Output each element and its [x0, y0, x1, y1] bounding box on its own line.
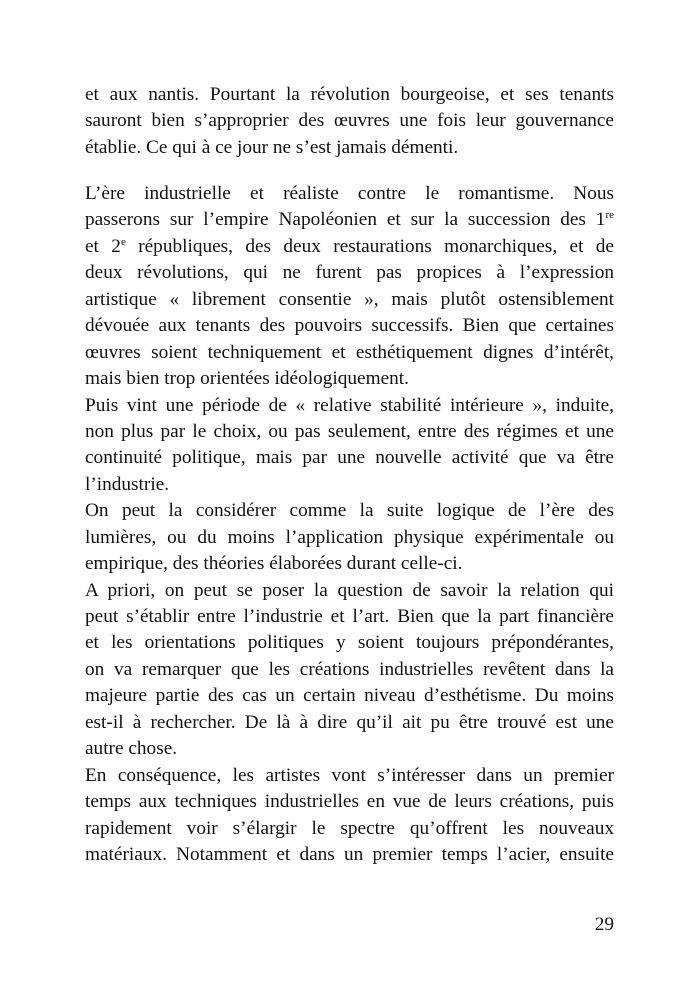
text-segment: rapidement voir s’élargir le spectre qu’offrent les nouveaux [85, 817, 614, 839]
text-line [85, 260, 614, 286]
text-segment: et les orientations politiques y soient toujours prépondérantes, [85, 632, 614, 654]
text-line [85, 340, 614, 366]
text-segment: peut s’établir entre l’industrie et l’art. Bien que la part financière [85, 606, 614, 627]
text-line [85, 445, 614, 471]
text-segment: est-il à rechercher. De là à dire qu’il ait pu être trouvé est une [85, 711, 614, 733]
text-line [85, 181, 614, 207]
text-line [85, 287, 614, 313]
text-segment: Puis vint une période de « relative stabilité intérieure », induite, [85, 394, 614, 416]
text-segment: On peut la considérer comme la suite logique de l’ère des [85, 500, 614, 522]
text-line [85, 842, 614, 868]
text-block-industrial-era [85, 181, 614, 868]
text-segment: mais bien trop orientées idéologiquement. [85, 368, 409, 390]
text-line [85, 419, 614, 445]
paragraph [85, 763, 614, 869]
text-line [85, 683, 614, 709]
text-line [85, 763, 614, 789]
text-segment: républiques, des deux restaurations monarchiques, et de [125, 235, 614, 257]
text-segment: L’ère industrielle et réaliste contre le romantisme. Nous [85, 183, 614, 204]
text-segment: l’industrie. [85, 473, 170, 495]
text-line [85, 498, 614, 524]
text-line [85, 135, 614, 161]
paragraph [85, 393, 614, 499]
text-block-intro [85, 82, 614, 161]
text-segment: empirique, des théories élaborées durant celle-ci. [85, 553, 463, 575]
text-line [85, 816, 614, 842]
text-segment: sauront bien s’approprier des œuvres une fois leur gouvernance [85, 110, 614, 132]
text-segment: deux révolutions, qui ne furent pas propices à l’expression [85, 262, 614, 284]
text-line [85, 366, 614, 392]
text-line [85, 736, 614, 762]
text-line [85, 393, 614, 419]
paragraph [85, 181, 614, 393]
text-line [85, 630, 614, 656]
text-segment: autre chose. [85, 738, 178, 760]
text-segment: majeure partie des cas un certain niveau d’esthétisme. Du moins [85, 685, 614, 707]
text-line [85, 472, 614, 498]
text-line [85, 578, 614, 604]
text-segment: non plus par le choix, ou pas seulement, entre des régimes et une [85, 420, 614, 442]
text-segment: on va remarquer que les créations industrielles revêtent dans la [85, 658, 614, 680]
page-number: 29 [594, 914, 614, 935]
paragraph [85, 498, 614, 577]
text-line [85, 604, 614, 630]
text-segment: En conséquence, les artistes vont s’intéresser dans un premier [85, 764, 614, 786]
text-line [85, 234, 614, 260]
text-segment: et aux nantis. Pourtant la révolution bourgeoise, et ses tenants [85, 84, 614, 105]
text-line [85, 108, 614, 134]
text-line [85, 551, 614, 577]
text-segment: et 2 [85, 235, 121, 257]
text-segment: établie. Ce qui à ce jour ne s’est jamais démenti. [85, 136, 459, 158]
text-segment: A priori, on peut se poser la question de savoir la relation qui [85, 579, 614, 601]
text-segment: continuité politique, mais par une nouvelle activité que va être [85, 447, 614, 469]
text-segment: lumières, ou du moins l’application physique expérimentale ou [85, 526, 614, 548]
paragraph [85, 82, 614, 161]
text-segment: passerons sur l’empire Napoléonien et sur la succession des 1 [85, 209, 606, 231]
text-line [85, 82, 614, 108]
text-line [85, 207, 614, 233]
text-line [85, 789, 614, 815]
paragraph [85, 578, 614, 763]
superscript: e [120, 235, 126, 248]
text-segment: artistique « librement consentie », mais plutôt ostensiblement [85, 288, 614, 310]
text-line [85, 657, 614, 683]
superscript: re [605, 209, 614, 222]
text-line [85, 313, 614, 339]
text-line [85, 710, 614, 736]
text-segment: œuvres soient techniquement et esthétiquement dignes d’intérêt, [85, 341, 614, 363]
text-line [85, 525, 614, 551]
text-segment: dévouée aux tenants des pouvoirs successifs. Bien que certaines [85, 315, 614, 337]
text-segment: matériaux. Notamment et dans un premier temps l’acier, ensuite [85, 843, 614, 865]
text-segment: temps aux techniques industrielles en vue de leurs créations, puis [85, 791, 614, 813]
